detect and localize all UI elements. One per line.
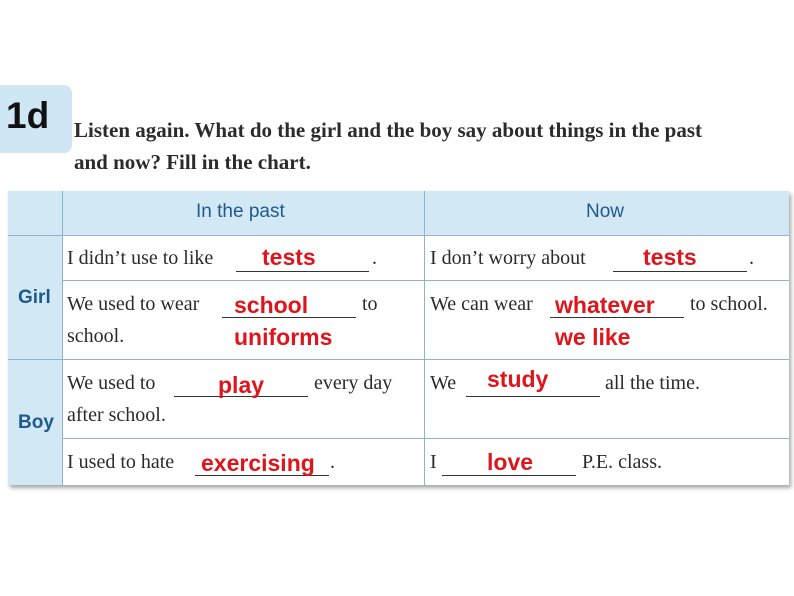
girl-now-2-end: to school. (690, 293, 768, 315)
answer-girl-now-2b: we like (555, 324, 631, 350)
divider (62, 280, 789, 281)
girl-past-1-end: . (372, 247, 377, 269)
boy-now-2-text: I (430, 451, 437, 473)
instructions (74, 114, 702, 178)
fill-in-chart (8, 191, 789, 485)
boy-past-2-text: I used to hate (67, 451, 175, 473)
row-label-boy: Boy (18, 412, 54, 433)
answer-boy-now-1: study (487, 366, 549, 392)
boy-now-2-end: P.E. class. (582, 451, 662, 473)
girl-now-1-end: . (749, 247, 754, 269)
boy-now-1-end: all the time. (605, 372, 700, 394)
girl-past-2-line2: school. (67, 325, 125, 347)
answer-boy-now-2: love (487, 449, 534, 475)
instruction-line-1: Listen again. What do the girl and the boy say about things in the past (74, 118, 702, 142)
boy-now-1-text: We (430, 372, 457, 394)
girl-past-2-text: We used to wear (67, 293, 200, 315)
table-body (62, 235, 789, 485)
girl-past-1-text: I didn’t use to like (67, 247, 214, 269)
answer-boy-past-1: play (218, 372, 265, 398)
divider (8, 359, 789, 360)
answer-girl-past-1: tests (262, 244, 316, 270)
answer-boy-past-2: exercising (201, 450, 315, 476)
boy-past-1-end: every day (314, 372, 393, 394)
answer-blank (466, 396, 600, 397)
boy-past-2-end: . (330, 451, 335, 473)
answer-blank (236, 271, 369, 272)
answer-blank (613, 271, 747, 272)
instruction-line-2: and now? Fill in the chart. (74, 150, 311, 174)
boy-past-1-line2: after school. (67, 404, 166, 426)
header-row (8, 191, 789, 235)
activity-number: 1d (6, 95, 50, 136)
boy-past-1-text: We used to (67, 372, 156, 394)
header-past: In the past (196, 201, 285, 222)
row-label-girl: Girl (18, 287, 51, 308)
activity-badge (0, 85, 72, 153)
answer-girl-now-1: tests (643, 244, 697, 270)
divider (62, 438, 789, 439)
girl-now-2-text: We can wear (430, 293, 533, 315)
header-now: Now (586, 201, 625, 222)
girl-now-1-text: I don’t worry about (430, 247, 586, 269)
divider (8, 235, 789, 236)
answer-girl-now-2a: whatever (555, 292, 655, 318)
girl-past-2-end: to (362, 293, 378, 315)
answer-girl-past-2b: uniforms (234, 324, 333, 350)
answer-girl-past-2a: school (234, 292, 309, 318)
